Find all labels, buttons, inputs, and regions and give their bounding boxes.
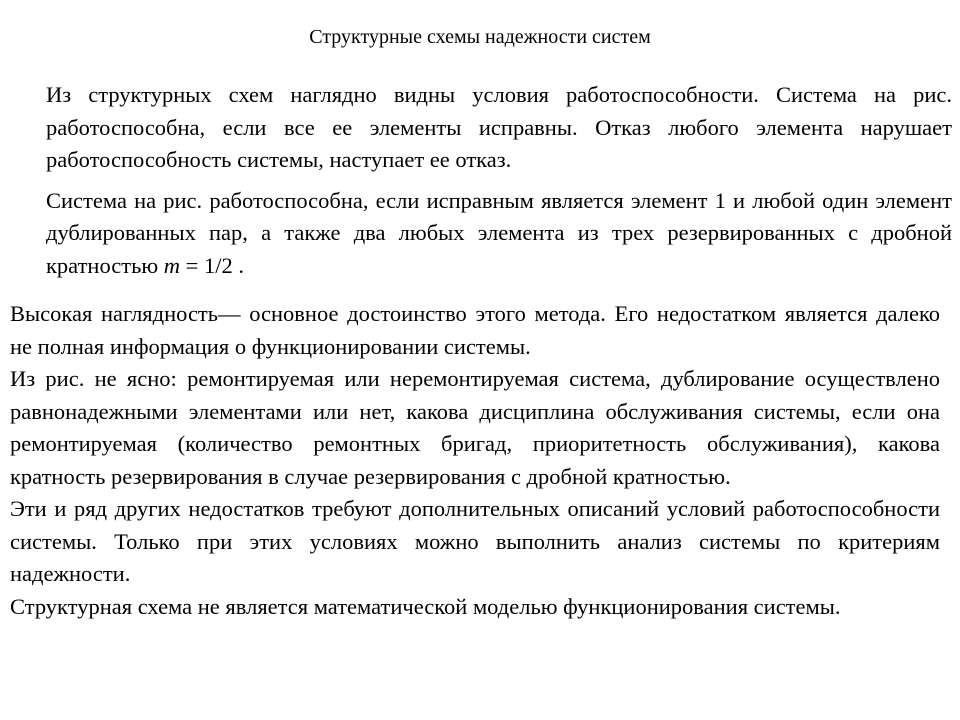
slide-title: Структурные схемы надежности систем bbox=[309, 26, 651, 48]
paragraph-system-conditions-text: Система на рис. работоспособна, если исправным является элемент 1 и любой один элемент дублированных пар, а также два любых элемента из трех резервированных с дробной кратностью bbox=[46, 187, 952, 278]
paragraph-not-math-model: Структурная схема не является математической моделью функционирования системы. bbox=[10, 593, 841, 619]
paragraph-system-conditions bbox=[46, 185, 952, 283]
paragraph-workability-conditions: Из структурных схем наглядно видны условия работоспособности. Система на рис. работоспособна, если все ее элементы исправны. Отказ любого элемента нарушает работоспособность системы, наступает ее отказ. bbox=[46, 82, 952, 172]
variable-m: m bbox=[163, 252, 181, 278]
intro-block bbox=[46, 79, 952, 282]
paragraph-additional-descriptions: Эти и ряд других недостатков требуют дополнительных описаний условий работоспособности системы. Только при этих условиях можно выполнить анализ системы по критериям надежности. bbox=[10, 496, 940, 586]
paragraph-advantages: Высокая наглядность— основное достоинство этого метода. Его недостатком является далеко не полная информация о функционировании системы. bbox=[10, 301, 940, 359]
paragraph-unclear-aspects: Из рис. не ясно: ремонтируемая или неремонтируемая система, дублирование осуществлено равнонадежными элементами или нет, какова дисциплина обслуживания системы, если она ремонтируемая (количество ремонтных бригад, приоритетность обслуживания), какова кратность резервирования в случае резервирования с дробной кратностью. bbox=[10, 366, 940, 489]
analysis-block bbox=[10, 298, 940, 623]
fraction-value: = 1/2 . bbox=[180, 252, 244, 278]
